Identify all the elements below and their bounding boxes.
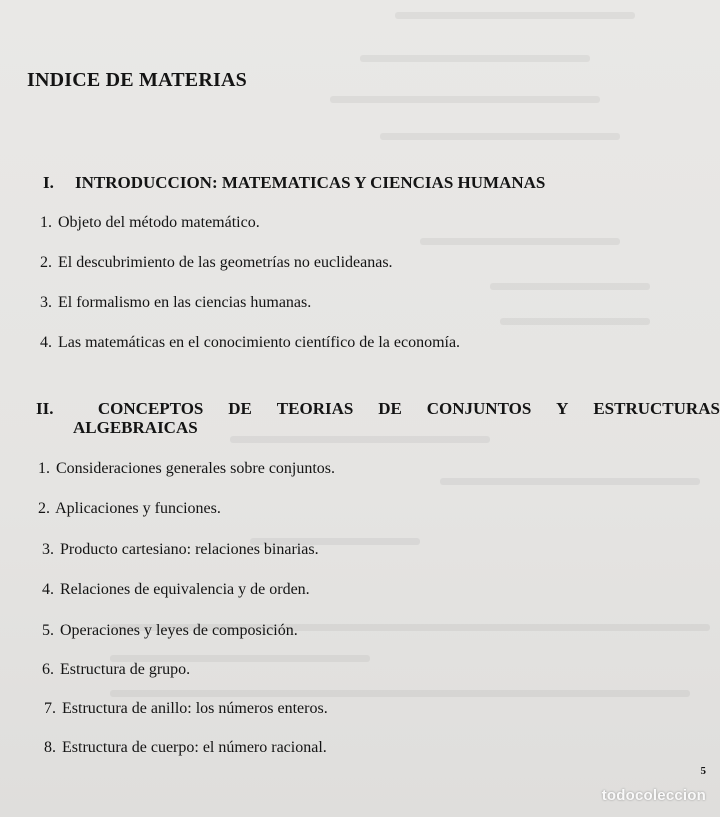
section-2-heading: II. CONCEPTOS DE TEORIAS DE CONJUNTOS Y ESTRUCTURAS ALGEBRAICAS (36, 399, 720, 437)
index-title: INDICE DE MATERIAS (27, 69, 247, 91)
toc-entry: 3. Producto cartesiano: relaciones binarias. (42, 541, 319, 558)
toc-entry: 4. Las matemáticas en el conocimiento científico de la economía. (40, 334, 461, 351)
page-number: 5 (700, 765, 706, 777)
toc-entry: 1. Objeto del método matemático. (40, 214, 260, 231)
toc-entry: 2. El descubrimiento de las geometrías no euclideanas. (40, 254, 393, 271)
toc-entry: 3. El formalismo en las ciencias humanas. (40, 294, 312, 311)
section-1-heading (43, 173, 545, 192)
toc-entry: 4. Relaciones de equivalencia y de orden. (42, 581, 310, 598)
section-2-numeral: II. (36, 399, 54, 418)
section-2-title-continued: ALGEBRAICAS (73, 418, 198, 437)
toc-entry: 2. Aplicaciones y funciones. (38, 500, 221, 517)
toc-entry: 7. Estructura de anillo: los números enteros. (44, 700, 328, 717)
toc-entry: 1. Consideraciones generales sobre conjuntos. (38, 460, 336, 477)
toc-entry: 5. Operaciones y leyes de composición. (42, 622, 298, 639)
section-1-numeral: I. (43, 173, 54, 192)
watermark-logo: todocoleccion (601, 787, 706, 804)
toc-entry: 6. Estructura de grupo. (42, 661, 191, 678)
toc-entry: 8. Estructura de cuerpo: el número racional. (44, 739, 327, 756)
section-1-title: INTRODUCCION: MATEMATICAS Y CIENCIAS HUMANAS (75, 173, 546, 192)
